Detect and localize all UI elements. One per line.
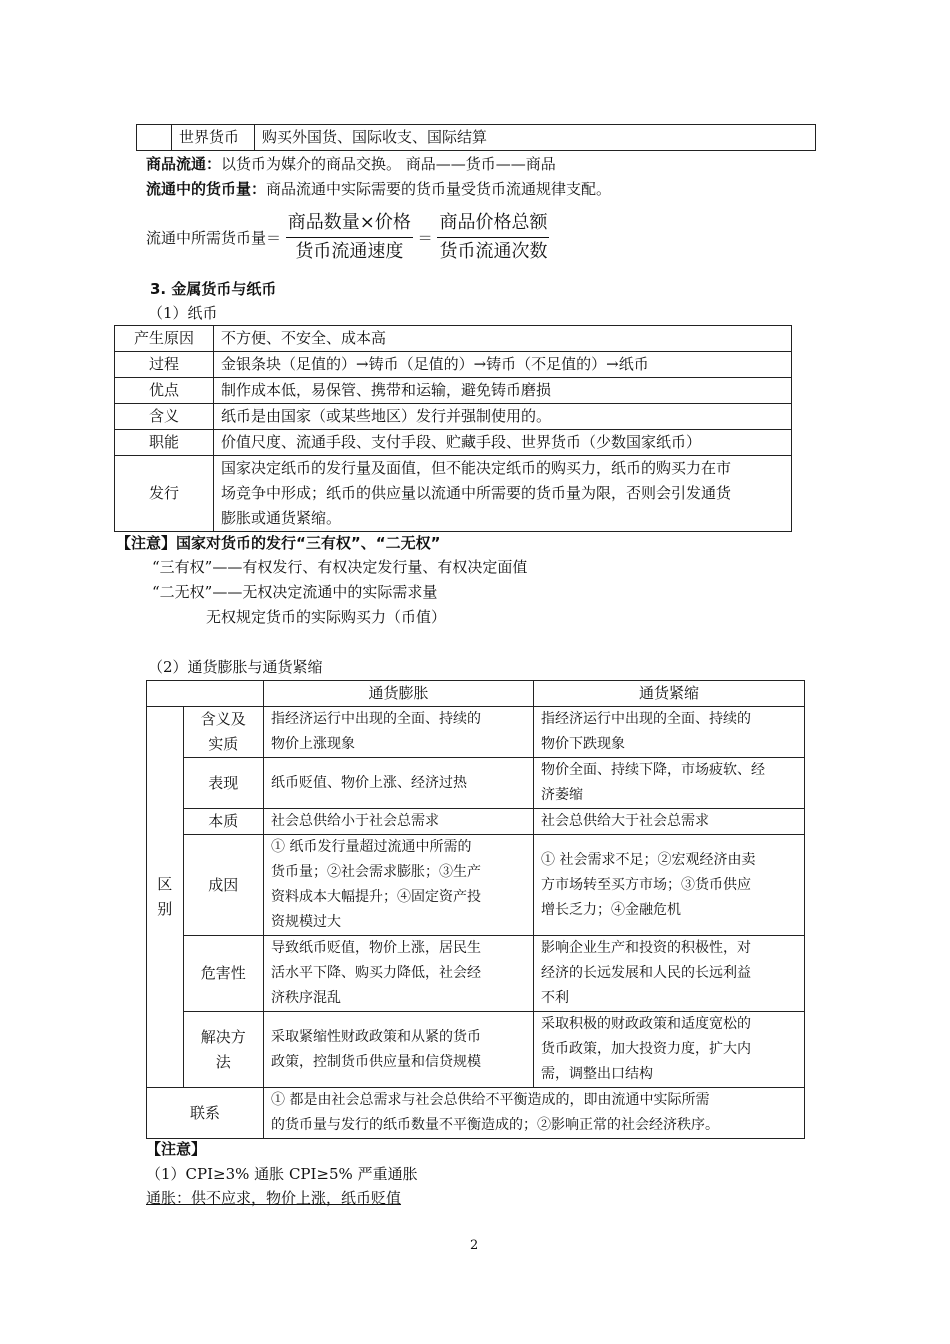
deflation-cell: 影响企业生产和投资的积极性，对 经济的长远发展和人民的长远利益 不利 [534,936,805,1012]
table-row [115,404,792,430]
money-formula [146,211,549,264]
note-line: “二无权”——无权决定流通中的实际需求量 [152,583,438,601]
term: 流通中的货币量 [146,180,252,198]
row-content: 制作成本低，易保管、携带和运输，避免铸币磨损 [214,378,792,404]
inflation-cell: 指经济运行中出现的全面、持续的 物价上涨现象 [264,707,534,758]
definition: 以货币为媒介的商品交换。 商品——货币——商品 [221,155,556,173]
formula-fraction-1 [286,211,413,264]
inflation-cell: 社会总供给小于社会总需求 [264,809,534,835]
fraction-denominator: 货币流通次数 [439,241,548,262]
fraction-numerator: 商品价格总额 [437,211,549,238]
table-cell: 世界货币 [172,125,255,151]
table-row [147,835,805,936]
section-heading: 3. 金属货币与纸币 [150,280,277,298]
note-line: （1）CPI≥3% 通胀 CPI≥5% 严重通胀 [146,1165,418,1183]
page-number: 2 [470,1238,479,1253]
table-row [147,1012,805,1088]
note-line: “三有权”——有权发行、有权决定发行量、有权决定面值 [152,558,528,576]
money-in-circulation-definition: 流通中的货币量：商品流通中实际需要的货币量受货币流通规律支配。 [146,180,612,198]
row-label: 本质 [183,809,263,835]
table-row [147,809,805,835]
table-row [115,430,792,456]
header-cell [147,681,264,707]
deflation-cell: ① 社会需求不足；②宏观经济由卖 方市场转至买方市场；③货币供应 增长乏力；④金融危机 [534,835,805,936]
table-row [147,707,805,758]
header-deflation: 通货紧缩 [534,681,805,707]
row-label: 含义 [115,404,214,430]
row-label-link: 联系 [147,1088,264,1139]
table-row [137,125,816,151]
row-label: 产生原因 [115,326,214,352]
subsection-heading: （1）纸币 [148,304,218,322]
note-title: 【注意】国家对货币的发行“三有权”、“二无权” [116,534,441,552]
formula-equals: ＝ [417,229,433,247]
note-title: 【注意】 [146,1140,207,1158]
header-inflation: 通货膨胀 [264,681,534,707]
deflation-cell: 物价全面、持续下降，市场疲软、经 济萎缩 [534,758,805,809]
fraction-denominator: 货币流通速度 [295,241,404,262]
circulation-definition: 商品流通：以货币为媒介的商品交换。 商品——货币——商品 [146,155,556,173]
row-label: 成因 [183,835,263,936]
row-label: 表现 [183,758,263,809]
inflation-cell: 导致纸币贬值，物价上涨，居民生 活水平下降、购买力降低，社会经 济秩序混乱 [264,936,534,1012]
definition: 商品流通中实际需要的货币量受货币流通规律支配。 [266,180,612,198]
table-row [147,1088,805,1139]
deflation-cell: 指经济运行中出现的全面、持续的 物价下跌现象 [534,707,805,758]
fraction-numerator: 商品数量×价格 [286,211,413,238]
row-label: 危害性 [183,936,263,1012]
row-label: 优点 [115,378,214,404]
text-line: 场竞争中形成；纸币的供应量以流通中所需要的货币量为限，否则会引发通货 [221,484,732,502]
table-cell: 购买外国货、国际收支、国际结算 [255,125,816,151]
row-label: 发行 [115,456,214,532]
table-row [115,456,792,532]
subsection-heading: （2）通货膨胀与通货紧缩 [148,658,323,676]
formula-fraction-2 [437,211,549,264]
table-header-row [147,681,805,707]
row-label: 职能 [115,430,214,456]
table-row [115,352,792,378]
row-content [214,456,792,532]
inflation-deflation-table [146,680,805,1139]
row-content: 金银条块（足值的）→铸币（足值的）→铸币（不足值的）→纸币 [214,352,792,378]
inflation-cell: 采取紧缩性财政政策和从紧的货币 政策，控制货币供应量和信贷规模 [264,1012,534,1088]
text-line: 国家决定纸币的发行量及面值，但不能决定纸币的购买力，纸币的购买力在市 [221,459,732,477]
table-row [115,326,792,352]
inflation-cell: 纸币贬值、物价上涨、经济过热 [264,758,534,809]
note-line: 无权规定货币的实际购买力（币值） [206,608,447,626]
world-money-table [136,124,816,151]
row-content: 纸币是由国家（或某些地区）发行并强制使用的。 [214,404,792,430]
text-line: 膨胀或通货紧缩。 [221,509,342,527]
table-row [115,378,792,404]
paper-money-table [114,325,792,532]
inflation-cell: ① 纸币发行量超过流通中所需的 货币量；②社会需求膨胀；③生产 资料成本大幅提升；④固定资产投 资规模过大 [264,835,534,936]
term: 商品流通 [146,155,207,173]
deflation-cell: 社会总供给大于社会总需求 [534,809,805,835]
group-label-difference: 区 别 [147,707,184,1088]
row-label: 含义及 实质 [183,707,263,758]
row-content: 不方便、不安全、成本高 [214,326,792,352]
row-content: 价值尺度、流通手段、支付手段、贮藏手段、世界货币（少数国家纸币） [214,430,792,456]
table-row [147,758,805,809]
table-cell [137,125,172,151]
row-label: 解决方 法 [183,1012,263,1088]
formula-lhs: 流通中所需货币量＝ [146,229,282,247]
link-cell: ① 都是由社会总需求与社会总供给不平衡造成的，即由流通中实际所需 的货币量与发行的纸币数量不平衡造成的；②影响正常的社会经济秩序。 [264,1088,805,1139]
deflation-cell: 采取积极的财政政策和适度宽松的 货币政策，加大投资力度，扩大内 需，调整出口结构 [534,1012,805,1088]
row-label: 过程 [115,352,214,378]
note-line: 通胀：供不应求，物价上涨，纸币贬值 [146,1189,402,1207]
table-row [147,936,805,1012]
